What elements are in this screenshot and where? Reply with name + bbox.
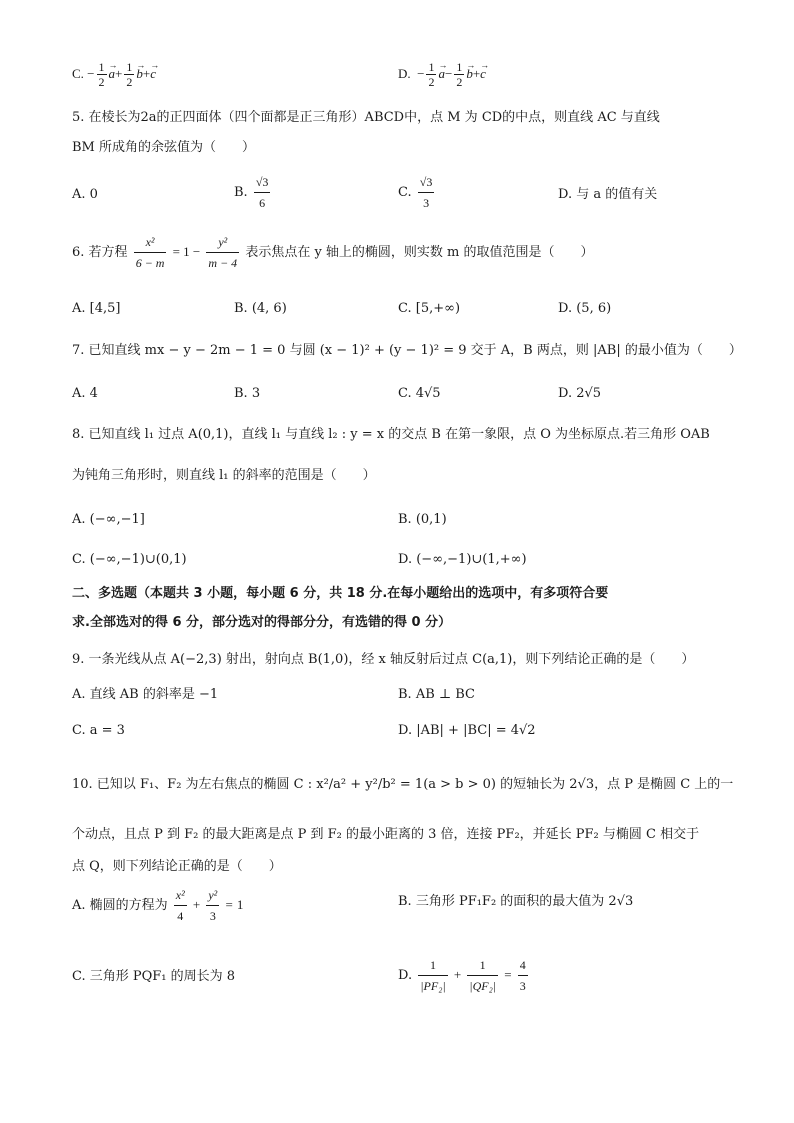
- q9-option-c: C. a = 3: [72, 723, 125, 738]
- q7-option-b: B. 3: [234, 386, 261, 401]
- q9-option-b: B. AB ⊥ BC: [398, 687, 475, 702]
- section2-heading-line1: 二、多选题（本题共 3 小题，每小题 6 分，共 18 分.在每小题给出的选项中，有多项符合要: [72, 586, 609, 601]
- q10-stem-line2: 个动点，且点 P 到 F₂ 的最大距离是点 P 到 F₂ 的最小距离的 3 倍，连接 PF₂，并延长 PF₂ 与椭圆 C 相交于: [72, 827, 700, 842]
- q7-option-a: A. 4: [72, 386, 98, 401]
- q7-option-d: D. 2√5: [558, 386, 602, 401]
- q6-option-c: C. [5,+∞): [398, 301, 461, 316]
- q5-option-b: B. $\frac{√3}{6}$: [234, 172, 272, 213]
- q5-option-d: D. 与 a 的值有关: [558, 187, 658, 202]
- q9-stem: 9. 一条光线从点 A(−2,3) 射出，射向点 B(1,0)，经 x 轴反射后过点 C(a,1)，则下列结论正确的是（ ）: [72, 652, 695, 667]
- q4-option-c: C. − $\frac{1}{2}$ → a+ $\frac{1}{2}$ → b+→ c: [72, 60, 156, 89]
- q8-stem-line2: 为钝角三角形时，则直线 l₁ 的斜率的范围是（ ）: [72, 468, 376, 483]
- q6-option-d: D. (5, 6): [558, 301, 612, 316]
- q7-stem: 7. 已知直线 mx − y − 2m − 1 = 0 与圆 (x − 1)² + (y − 1)² = 9 交于 A，B 两点，则 |AB| 的最小值为（ ）: [72, 343, 742, 358]
- q8-option-c: C. (−∞,−1)∪(0,1): [72, 552, 187, 567]
- q8-option-a: A. (−∞,−1]: [72, 512, 145, 527]
- q5-option-a: A. 0: [72, 187, 98, 202]
- q10-option-a: A. 椭圆的方程为 $\frac{\text{x²}}{4}$ + $\frac{\text{y²}}{3}$ = 1: [72, 885, 243, 926]
- q10-stem-line3: 点 Q，则下列结论正确的是（ ）: [72, 859, 282, 874]
- q5-option-c: C. $\frac{√3}{3}$: [398, 172, 436, 213]
- q10-option-d: D. $\frac{1}{\text{|PF₂|}}$ + $\frac{1}{\text{|QF₂|}}$ = $\frac{4}{3}$: [398, 955, 530, 996]
- q9-option-a: A. 直线 AB 的斜率是 −1: [72, 687, 219, 702]
- q7-option-c: C. 4√5: [398, 386, 441, 401]
- q9-option-d: D. |AB| + |BC| = 4√2: [398, 723, 536, 738]
- section2-heading-line2: 求.全部选对的得 6 分，部分选对的得部分分，有选错的得 0 分）: [72, 615, 452, 630]
- q8-stem-line1: 8. 已知直线 l₁ 过点 A(0,1)，直线 l₁ 与直线 l₂ : y = x 的交点 B 在第一象限，点 O 为坐标原点.若三角形 OAB: [72, 427, 710, 442]
- q6-option-a: A. [4,5]: [72, 301, 121, 316]
- q8-option-d: D. (−∞,−1)∪(1,+∞): [398, 552, 527, 567]
- q10-stem-line1: 10. 已知以 F₁、F₂ 为左右焦点的椭圆 C : x²/a² + y²/b² = 1(a > b > 0) 的短轴长为 2√3，点 P 是椭圆 C 上的一: [72, 777, 734, 792]
- q6-option-b: B. (4, 6): [234, 301, 287, 316]
- q5-stem-line1: 5. 在棱长为2a的正四面体（四个面都是正三角形）ABCD中，点 M 为 CD的中点，则直线 AC 与直线: [72, 110, 660, 125]
- q6-stem: 6. 若方程 $\frac{\text{x²}}{6 - m}$ = 1 − $\frac{\text{y²}}{m - 4}$ 表示焦点在 y 轴上的椭圆，则实数 m 的取值范围是（ ）: [72, 232, 594, 273]
- q10-option-b: B. 三角形 PF₁F₂ 的面积的最大值为 2√3: [398, 894, 634, 909]
- q4-option-d: D. − $\frac{1}{2}$ → a− $\frac{1}{2}$ → b+→ c: [398, 60, 486, 89]
- q10-option-c: C. 三角形 PQF₁ 的周长为 8: [72, 969, 236, 984]
- q8-option-b: B. (0,1): [398, 512, 447, 527]
- q5-stem-line2: BM 所成角的余弦值为（ ）: [72, 140, 255, 155]
